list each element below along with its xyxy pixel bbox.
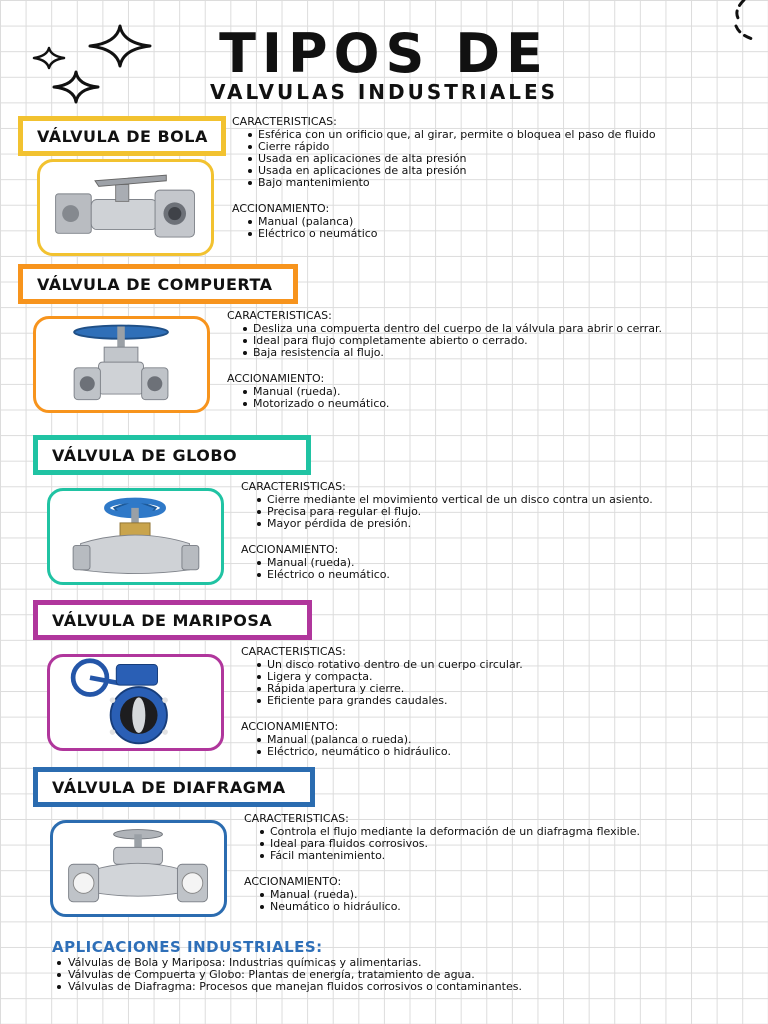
valve-name: VÁLVULA DE GLOBO <box>52 445 238 465</box>
list-item: Cierre mediante el movimiento vertical de un disco contra un asiento. <box>255 494 737 506</box>
actuation-list <box>232 216 732 240</box>
valve-tag-diafragma <box>33 767 315 807</box>
page-subtitle: VALVULAS INDUSTRIALES <box>209 80 559 104</box>
actuation-list <box>241 557 737 581</box>
valve-image-mariposa <box>47 654 224 751</box>
valve-name: VÁLVULA DE MARIPOSA <box>52 610 273 630</box>
list-item: Controla el flujo mediante la deformación de un diafragma flexible. <box>258 826 740 838</box>
list-item: Ideal para fluidos corrosivos. <box>258 838 740 850</box>
valve-image-diafragma <box>50 820 227 917</box>
characteristics-heading: CARACTERISTICAS: <box>244 812 349 825</box>
list-item: Manual (rueda). <box>255 557 737 569</box>
list-item: Eléctrico o neumático <box>246 228 732 240</box>
list-item: Cierre rápido <box>246 141 732 153</box>
actuation-heading: ACCIONAMIENTO: <box>227 372 325 385</box>
valve-image-globo <box>47 488 224 585</box>
valve-tag-bola <box>18 116 226 156</box>
list-item: Fácil mantenimiento. <box>258 850 740 862</box>
list-item: Manual (rueda). <box>258 889 740 901</box>
characteristics-heading: CARACTERISTICAS: <box>241 480 346 493</box>
valve-info-bola <box>232 116 732 240</box>
valve-tag-mariposa <box>33 600 312 640</box>
characteristics-list <box>227 323 723 359</box>
characteristics-list <box>244 826 740 862</box>
valve-name: VÁLVULA DE COMPUERTA <box>37 274 273 294</box>
list-item: Eficiente para grandes caudales. <box>255 695 737 707</box>
actuation-list <box>244 889 740 913</box>
gate-valve-icon <box>36 319 207 410</box>
list-item: Válvulas de Compuerta y Globo: Plantas de energía, tratamiento de agua. <box>54 969 734 981</box>
list-item: Manual (palanca o rueda). <box>255 734 737 746</box>
list-item: Ideal para flujo completamente abierto o cerrado. <box>241 335 723 347</box>
list-item: Eléctrico o neumático. <box>255 569 737 581</box>
actuation-heading: ACCIONAMIENTO: <box>241 720 339 733</box>
butterfly-valve-icon <box>50 657 221 748</box>
applications-list <box>54 957 734 993</box>
list-item: Eléctrico, neumático o hidráulico. <box>255 746 737 758</box>
list-item: Manual (rueda). <box>241 386 723 398</box>
actuation-heading: ACCIONAMIENTO: <box>232 202 330 215</box>
list-item: Usada en aplicaciones de alta presión <box>246 153 732 165</box>
valve-info-globo <box>241 481 737 581</box>
applications-heading: APLICACIONES INDUSTRIALES: <box>52 938 323 956</box>
globe-valve-icon <box>50 491 221 582</box>
list-item: Baja resistencia al flujo. <box>241 347 723 359</box>
diaphragm-valve-icon <box>53 823 224 914</box>
characteristics-list <box>241 494 737 530</box>
actuation-heading: ACCIONAMIENTO: <box>241 543 339 556</box>
valve-name: VÁLVULA DE DIAFRAGMA <box>52 777 286 797</box>
list-item: Esférica con un orificio que, al girar, permite o bloquea el paso de fluido <box>246 129 732 141</box>
valve-info-compuerta <box>227 310 723 410</box>
ball-valve-icon <box>40 162 211 253</box>
applications-section <box>54 957 734 993</box>
list-item: Neumático o hidráulico. <box>258 901 740 913</box>
characteristics-heading: CARACTERISTICAS: <box>241 645 346 658</box>
list-item: Válvulas de Diafragma: Procesos que manejan fluidos corrosivos o contaminantes. <box>54 981 734 993</box>
characteristics-list <box>241 659 737 707</box>
valve-info-diafragma <box>244 813 740 913</box>
valve-image-compuerta <box>33 316 210 413</box>
list-item: Usada en aplicaciones de alta presión <box>246 165 732 177</box>
list-item: Bajo mantenimiento <box>246 177 732 189</box>
list-item: Mayor pérdida de presión. <box>255 518 737 530</box>
list-item: Manual (palanca) <box>246 216 732 228</box>
characteristics-heading: CARACTERISTICAS: <box>232 115 337 128</box>
list-item: Ligera y compacta. <box>255 671 737 683</box>
characteristics-list <box>232 129 732 189</box>
list-item: Precisa para regular el flujo. <box>255 506 737 518</box>
valve-tag-globo <box>33 435 311 475</box>
valve-info-mariposa <box>241 646 737 758</box>
actuation-heading: ACCIONAMIENTO: <box>244 875 342 888</box>
list-item: Válvulas de Bola y Mariposa: Industrias químicas y alimentarias. <box>54 957 734 969</box>
list-item: Desliza una compuerta dentro del cuerpo de la válvula para abrir o cerrar. <box>241 323 723 335</box>
valve-tag-compuerta <box>18 264 298 304</box>
valve-image-bola <box>37 159 214 256</box>
list-item: Motorizado o neumático. <box>241 398 723 410</box>
actuation-list <box>227 386 723 410</box>
actuation-list <box>241 734 737 758</box>
characteristics-heading: CARACTERISTICAS: <box>227 309 332 322</box>
list-item: Un disco rotativo dentro de un cuerpo circular. <box>255 659 737 671</box>
valve-name: VÁLVULA DE BOLA <box>37 126 208 146</box>
page-title: TIPOS DE <box>219 22 549 85</box>
list-item: Rápida apertura y cierre. <box>255 683 737 695</box>
